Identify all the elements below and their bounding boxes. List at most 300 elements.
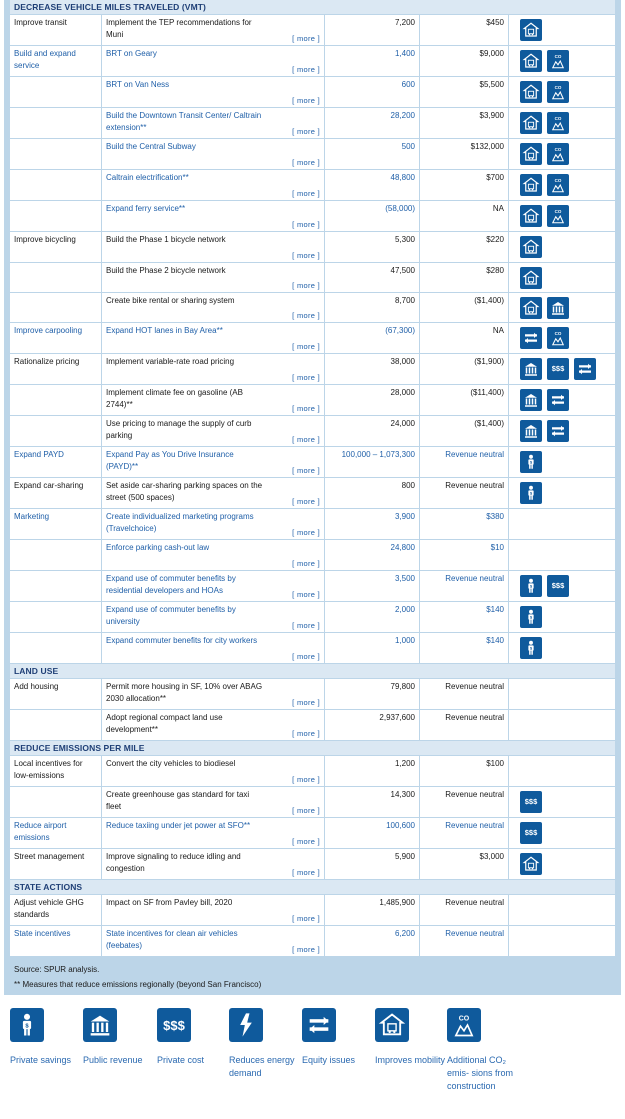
icons-cell — [509, 447, 615, 477]
private-cost-icon: $$$ — [520, 791, 542, 813]
public-revenue-icon — [83, 1008, 117, 1042]
more-link[interactable]: [ more ] — [292, 527, 320, 537]
category-cell — [10, 416, 101, 446]
table-row — [10, 602, 615, 632]
table-row — [10, 478, 615, 508]
reduction-cell: 28,200 — [325, 108, 419, 138]
table-row — [10, 540, 615, 570]
table-row — [10, 46, 615, 76]
table-row — [10, 263, 615, 292]
strategy-cell — [102, 416, 324, 446]
cost-cell: Revenue neutral — [420, 478, 508, 508]
strategy-cell — [102, 15, 324, 45]
icons-cell — [509, 232, 615, 262]
reduction-cell: 28,000 — [325, 385, 419, 415]
more-link[interactable]: [ more ] — [292, 33, 320, 43]
category-cell — [10, 710, 101, 740]
table-row — [10, 926, 615, 956]
cost-cell: ($11,400) — [420, 385, 508, 415]
strategy-cell — [102, 756, 324, 786]
strategy-cell — [102, 571, 324, 601]
energy-demand-icon — [229, 1008, 263, 1042]
category-cell: Expand car-sharing — [10, 478, 101, 508]
reduction-cell: 100,000 – 1,073,300 — [325, 447, 419, 477]
strategy-text: Implement climate fee on gasoline (AB 2744)** — [106, 388, 243, 409]
public-revenue-icon — [547, 297, 569, 319]
svg-text:CO: CO — [458, 1015, 470, 1023]
strategy-cell — [102, 170, 324, 200]
table-row — [10, 139, 615, 169]
more-link[interactable]: [ more ] — [292, 341, 320, 351]
icons-cell — [509, 15, 615, 45]
co2-icon — [547, 50, 569, 72]
reduction-cell: (58,000) — [325, 201, 419, 231]
strategy-cell — [102, 139, 324, 169]
co2-icon — [447, 1008, 481, 1042]
more-link[interactable]: [ more ] — [292, 620, 320, 630]
svg-text:$: $ — [529, 615, 533, 620]
category-cell — [10, 201, 101, 231]
cost-cell: Revenue neutral — [420, 926, 508, 956]
icons-cell — [509, 478, 615, 508]
strategy-cell — [102, 710, 324, 740]
table-row — [10, 849, 615, 879]
section-header: STATE ACTIONS — [10, 880, 615, 894]
strategy-text[interactable]: Expand use of commuter benefits by university — [106, 605, 236, 626]
strategy-cell — [102, 323, 324, 353]
legend-item — [229, 1008, 309, 1080]
more-link[interactable]: [ more ] — [292, 805, 320, 815]
mobility-icon — [520, 267, 542, 289]
icons-cell — [509, 926, 615, 956]
equity-icon — [520, 327, 542, 349]
icons-cell — [509, 201, 615, 231]
more-link[interactable]: [ more ] — [292, 403, 320, 413]
private-cost-icon: $$$ — [520, 822, 542, 844]
more-link[interactable]: [ more ] — [292, 95, 320, 105]
mobility-icon — [520, 19, 542, 41]
cost-cell: $3,900 — [420, 108, 508, 138]
reduction-cell: 1,485,900 — [325, 895, 419, 925]
strategy-text: Implement variable-rate road pricing — [106, 357, 235, 366]
source-note: Source: SPUR analysis. — [14, 965, 100, 974]
legend-item — [302, 1008, 382, 1067]
cost-cell: $280 — [420, 263, 508, 292]
cost-cell: Revenue neutral — [420, 679, 508, 709]
icons-cell — [509, 354, 615, 384]
footnote: ** Measures that reduce emissions regionally (beyond San Francisco) — [14, 980, 262, 989]
cost-cell: ($1,400) — [420, 293, 508, 322]
icons-cell — [509, 849, 615, 879]
reduction-cell: 48,800 — [325, 170, 419, 200]
reduction-cell: 79,800 — [325, 679, 419, 709]
table-row — [10, 354, 615, 384]
measures-table — [10, 0, 615, 956]
more-link[interactable]: [ more ] — [292, 496, 320, 506]
more-link[interactable]: [ more ] — [292, 157, 320, 167]
strategy-cell — [102, 633, 324, 663]
cost-cell: $9,000 — [420, 46, 508, 76]
strategy-text[interactable]: Create individualized marketing programs (Travelchoice) — [106, 512, 254, 533]
more-link[interactable]: [ more ] — [292, 944, 320, 954]
table-row — [10, 447, 615, 477]
strategy-text[interactable]: Expand use of commuter benefits by residential developers and HOAs — [106, 574, 236, 595]
table-row — [10, 787, 615, 817]
icons-cell — [509, 263, 615, 292]
table-row — [10, 509, 615, 539]
strategy-cell — [102, 818, 324, 848]
legend-item — [375, 1008, 455, 1067]
equity-icon — [547, 420, 569, 442]
strategy-cell — [102, 895, 324, 925]
category-cell — [10, 108, 101, 138]
cost-cell: $5,500 — [420, 77, 508, 107]
category-cell: State incentives — [10, 926, 101, 956]
reduction-cell: (67,300) — [325, 323, 419, 353]
reduction-cell: 3,900 — [325, 509, 419, 539]
more-link[interactable]: [ more ] — [292, 64, 320, 74]
cost-cell: $132,000 — [420, 139, 508, 169]
more-link[interactable]: [ more ] — [292, 558, 320, 568]
category-cell — [10, 139, 101, 169]
icons-cell — [509, 46, 615, 76]
mobility-icon — [520, 81, 542, 103]
category-cell — [10, 540, 101, 570]
private-savings-icon — [520, 451, 542, 473]
icons-cell — [509, 509, 615, 539]
strategy-cell — [102, 46, 324, 76]
reduction-cell: 1,400 — [325, 46, 419, 76]
reduction-cell: 800 — [325, 478, 419, 508]
cost-cell: $450 — [420, 15, 508, 45]
equity-icon — [574, 358, 596, 380]
cost-cell: Revenue neutral — [420, 818, 508, 848]
icons-cell — [509, 787, 615, 817]
private-savings-icon — [520, 482, 542, 504]
strategy-text: Permit more housing in SF, 10% over ABAG 2030 allocation** — [106, 682, 263, 703]
icons-cell — [509, 77, 615, 107]
icons-cell — [509, 416, 615, 446]
more-link[interactable]: [ more ] — [292, 310, 320, 320]
icons-cell — [509, 756, 615, 786]
reduction-cell: 2,937,600 — [325, 710, 419, 740]
mobility-icon — [520, 205, 542, 227]
section-header: LAND USE — [10, 664, 615, 678]
section-header: REDUCE EMISSIONS PER MILE — [10, 741, 615, 755]
strategy-text: Create bike rental or sharing system — [106, 296, 235, 305]
strategy-text[interactable]: Expand ferry service** — [106, 204, 186, 213]
icons-cell — [509, 895, 615, 925]
private-cost-icon: $$$ — [157, 1008, 191, 1042]
reduction-cell: 24,800 — [325, 540, 419, 570]
table-row — [10, 679, 615, 709]
reduction-cell: 8,700 — [325, 293, 419, 322]
co2-icon — [547, 143, 569, 165]
strategy-text: Convert the city vehicles to biodiesel — [106, 759, 236, 768]
svg-text:$: $ — [25, 1023, 29, 1030]
icons-cell — [509, 108, 615, 138]
strategy-cell — [102, 478, 324, 508]
category-cell: Improve bicycling — [10, 232, 101, 262]
legend-label: Public revenue — [83, 1055, 143, 1065]
table-row — [10, 108, 615, 138]
legend-label: Private savings — [10, 1055, 72, 1065]
more-link[interactable]: [ more ] — [292, 867, 320, 877]
category-cell — [10, 77, 101, 107]
cost-cell: NA — [420, 323, 508, 353]
reduction-cell: 14,300 — [325, 787, 419, 817]
category-cell — [10, 170, 101, 200]
mobility-icon — [520, 50, 542, 72]
category-cell — [10, 633, 101, 663]
reduction-cell: 2,000 — [325, 602, 419, 632]
icons-cell — [509, 293, 615, 322]
svg-text:CO: CO — [554, 178, 562, 183]
cost-cell: Revenue neutral — [420, 571, 508, 601]
mobility-icon — [375, 1008, 409, 1042]
more-link[interactable]: [ more ] — [292, 434, 320, 444]
reduction-cell: 6,200 — [325, 926, 419, 956]
icons-cell — [509, 818, 615, 848]
reduction-cell: 3,500 — [325, 571, 419, 601]
mobility-icon — [520, 297, 542, 319]
legend-item — [447, 1008, 527, 1093]
table-row — [10, 170, 615, 200]
strategy-text[interactable]: Expand commuter benefits for city workers — [106, 636, 258, 645]
mobility-icon — [520, 853, 542, 875]
category-cell: Build and expand service — [10, 46, 101, 76]
cost-cell: Revenue neutral — [420, 787, 508, 817]
private-cost-icon: $$$ — [547, 575, 569, 597]
private-savings-icon — [520, 575, 542, 597]
table-row — [10, 710, 615, 740]
svg-text:$: $ — [529, 491, 533, 496]
more-link[interactable]: [ more ] — [292, 126, 320, 136]
strategy-text: Set aside car-sharing parking spaces on the street (500 spaces) — [106, 481, 263, 502]
icons-cell — [509, 602, 615, 632]
category-cell: Reduce airport emissions — [10, 818, 101, 848]
mobility-icon — [520, 236, 542, 258]
cost-cell: $140 — [420, 633, 508, 663]
table-row — [10, 818, 615, 848]
equity-icon — [547, 389, 569, 411]
strategy-text[interactable]: Caltrain electrification** — [106, 173, 189, 182]
section-header: DECREASE VEHICLE MILES TRAVELED (VMT) — [10, 0, 615, 14]
cost-cell: ($1,900) — [420, 354, 508, 384]
co2-icon — [547, 205, 569, 227]
strategy-cell — [102, 108, 324, 138]
strategy-cell — [102, 787, 324, 817]
table-row — [10, 293, 615, 322]
strategy-cell — [102, 77, 324, 107]
icons-cell — [509, 710, 615, 740]
table-row — [10, 77, 615, 107]
strategy-text: Build the Phase 1 bicycle network — [106, 235, 226, 244]
table-row — [10, 633, 615, 663]
strategy-cell — [102, 293, 324, 322]
strategy-text[interactable]: State incentives for clean air vehicles (feebates) — [106, 929, 238, 950]
table-row — [10, 232, 615, 262]
more-link[interactable]: [ more ] — [292, 836, 320, 846]
strategy-text: Improve signaling to reduce idling and congestion — [106, 852, 241, 873]
icons-cell — [509, 571, 615, 601]
strategy-cell — [102, 232, 324, 262]
strategy-cell — [102, 602, 324, 632]
legend-label: Improves mobility — [375, 1055, 446, 1065]
table-row — [10, 323, 615, 353]
strategy-text: Adopt regional compact land use development** — [106, 713, 223, 734]
strategy-text[interactable]: Build the Central Subway — [106, 142, 196, 151]
cost-cell: $700 — [420, 170, 508, 200]
legend-item — [83, 1008, 163, 1067]
more-link[interactable]: [ more ] — [292, 774, 320, 784]
reduction-cell: 5,900 — [325, 849, 419, 879]
category-cell — [10, 571, 101, 601]
strategy-text[interactable]: Reduce taxiing under jet power at SFO** — [106, 821, 251, 830]
co2-icon — [547, 174, 569, 196]
co2-icon — [547, 81, 569, 103]
legend-label: Private cost — [157, 1055, 205, 1065]
more-link[interactable]: [ more ] — [292, 697, 320, 707]
co2-icon — [547, 112, 569, 134]
icons-cell — [509, 139, 615, 169]
reduction-cell: 100,600 — [325, 818, 419, 848]
cost-cell: $3,000 — [420, 849, 508, 879]
strategy-text[interactable]: Expand Pay as You Drive Insurance (PAYD)** — [106, 450, 234, 471]
more-link[interactable]: [ more ] — [292, 219, 320, 229]
strategy-text[interactable]: BRT on Van Ness — [106, 80, 170, 89]
svg-text:CO: CO — [554, 209, 562, 214]
public-revenue-icon — [520, 358, 542, 380]
mobility-icon — [520, 143, 542, 165]
more-link[interactable]: [ more ] — [292, 913, 320, 923]
more-link[interactable]: [ more ] — [292, 280, 320, 290]
category-cell: Rationalize pricing — [10, 354, 101, 384]
category-cell: Improve carpooling — [10, 323, 101, 353]
table-panel — [4, 0, 621, 995]
reduction-cell: 1,000 — [325, 633, 419, 663]
svg-text:$: $ — [529, 460, 533, 465]
table-row — [10, 15, 615, 45]
reduction-cell: 1,200 — [325, 756, 419, 786]
strategy-text: Create greenhouse gas standard for taxi fleet — [106, 790, 250, 811]
svg-text:$: $ — [529, 646, 533, 651]
reduction-cell: 47,500 — [325, 263, 419, 292]
strategy-cell — [102, 509, 324, 539]
cost-cell: Revenue neutral — [420, 710, 508, 740]
icons-cell — [509, 323, 615, 353]
table-row — [10, 385, 615, 415]
category-cell: Marketing — [10, 509, 101, 539]
strategy-cell — [102, 540, 324, 570]
more-link[interactable]: [ more ] — [292, 651, 320, 661]
cost-cell: Revenue neutral — [420, 447, 508, 477]
reduction-cell: 24,000 — [325, 416, 419, 446]
more-link[interactable]: [ more ] — [292, 250, 320, 260]
strategy-text[interactable]: Enforce parking cash-out law — [106, 543, 210, 552]
cost-cell: NA — [420, 201, 508, 231]
svg-text:CO: CO — [554, 147, 562, 152]
strategy-cell — [102, 447, 324, 477]
table-row — [10, 895, 615, 925]
category-cell: Local incentives for low-emissions — [10, 756, 101, 786]
reduction-cell: 7,200 — [325, 15, 419, 45]
icons-cell — [509, 633, 615, 663]
public-revenue-icon — [520, 420, 542, 442]
category-cell — [10, 293, 101, 322]
svg-text:$: $ — [529, 584, 533, 589]
reduction-cell: 38,000 — [325, 354, 419, 384]
category-cell: Adjust vehicle GHG standards — [10, 895, 101, 925]
strategy-text[interactable]: Expand HOT lanes in Bay Area** — [106, 326, 223, 335]
svg-text:CO: CO — [554, 331, 562, 336]
icons-cell — [509, 679, 615, 709]
notes — [14, 962, 261, 992]
public-revenue-icon — [520, 389, 542, 411]
category-cell: Street management — [10, 849, 101, 879]
table-row — [10, 201, 615, 231]
legend-label: Equity issues — [302, 1055, 356, 1065]
legend-label: Additional CO₂ emis- sions from construction — [447, 1055, 514, 1091]
private-savings-icon — [520, 637, 542, 659]
more-link[interactable]: [ more ] — [292, 188, 320, 198]
more-link[interactable]: [ more ] — [292, 372, 320, 382]
category-cell — [10, 263, 101, 292]
legend-item — [10, 1008, 90, 1067]
private-savings-icon — [10, 1008, 44, 1042]
legend-item — [157, 1008, 237, 1067]
category-cell: Improve transit — [10, 15, 101, 45]
category-cell — [10, 385, 101, 415]
strategy-cell — [102, 354, 324, 384]
svg-text:CO: CO — [554, 85, 562, 90]
strategy-cell — [102, 201, 324, 231]
icons-cell — [509, 385, 615, 415]
table-row — [10, 416, 615, 446]
category-cell: Add housing — [10, 679, 101, 709]
strategy-cell — [102, 679, 324, 709]
strategy-text[interactable]: Build the Downtown Transit Center/ Caltrain extension** — [106, 111, 262, 132]
more-link[interactable]: [ more ] — [292, 465, 320, 475]
svg-text:CO: CO — [554, 54, 562, 59]
icon-legend — [0, 1000, 625, 1119]
reduction-cell: 500 — [325, 139, 419, 169]
mobility-icon — [520, 174, 542, 196]
cost-cell: $220 — [420, 232, 508, 262]
more-link[interactable]: [ more ] — [292, 728, 320, 738]
co2-icon — [547, 327, 569, 349]
cost-cell: $10 — [420, 540, 508, 570]
strategy-text: Implement the TEP recommendations for Muni — [106, 18, 252, 39]
strategy-cell — [102, 385, 324, 415]
strategy-cell — [102, 849, 324, 879]
cost-cell: $380 — [420, 509, 508, 539]
mobility-icon — [520, 112, 542, 134]
strategy-text[interactable]: BRT on Geary — [106, 49, 157, 58]
icons-cell — [509, 170, 615, 200]
cost-cell: ($1,400) — [420, 416, 508, 446]
reduction-cell: 5,300 — [325, 232, 419, 262]
category-cell — [10, 787, 101, 817]
legend-label: Reduces energy demand — [229, 1055, 295, 1078]
cost-cell: $140 — [420, 602, 508, 632]
table-row — [10, 571, 615, 601]
reduction-cell: 600 — [325, 77, 419, 107]
more-link[interactable]: [ more ] — [292, 589, 320, 599]
strategy-text: Use pricing to manage the supply of curb parking — [106, 419, 252, 440]
cost-cell: Revenue neutral — [420, 895, 508, 925]
strategy-cell — [102, 263, 324, 292]
